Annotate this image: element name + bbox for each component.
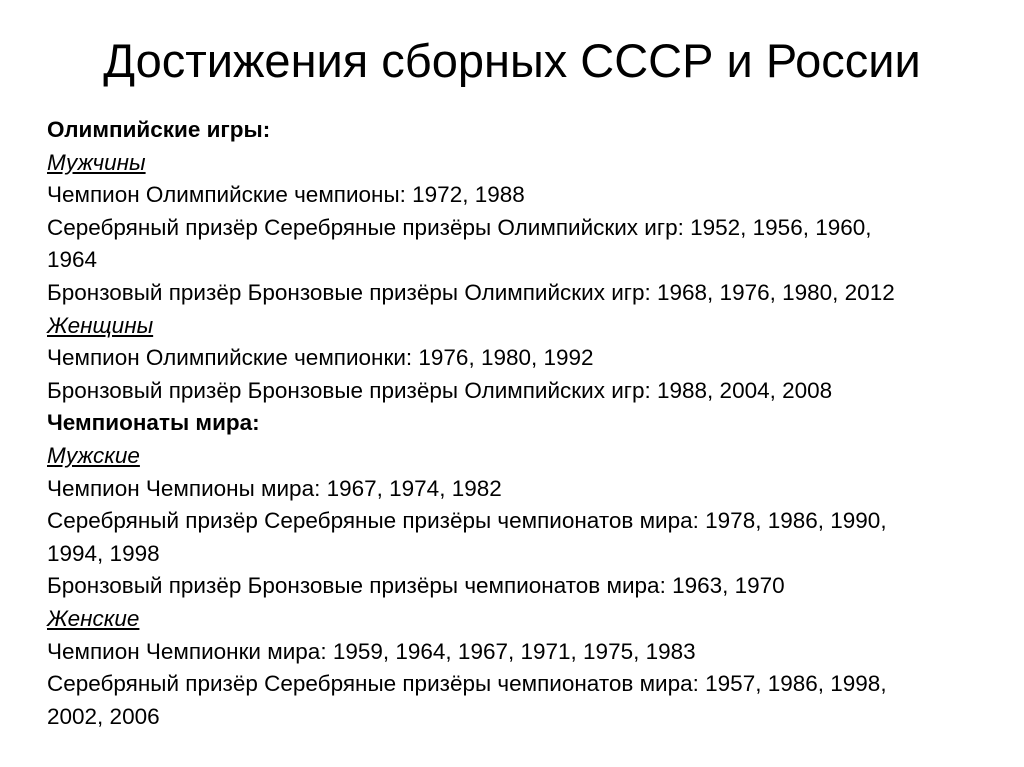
world-women-champion: Чемпион Чемпионки мира: 1959, 1964, 1967, 1971, 1975, 1983 [47,638,696,664]
olympics-men-silver-line2: 1964 [47,247,98,273]
olympics-men-bronze: Бронзовый призёр Бронзовые призёры Олимпийских игр: 1968, 1976, 1980, 2012 [47,279,895,305]
subheading-olympics-men: Мужчины [47,149,146,175]
world-men-bronze: Бронзовый призёр Бронзовые призёры чемпионатов мира: 1963, 1970 [47,573,785,599]
olympics-men-champion: Чемпион Олимпийские чемпионы: 1972, 1988 [47,182,525,208]
olympics-men-silver-line1: Серебряный призёр Серебряные призёры Олимпийских игр: 1952, 1956, 1960, [47,214,872,240]
world-men-silver-line1: Серебряный призёр Серебряные призёры чемпионатов мира: 1978, 1986, 1990, [47,508,887,534]
subheading-world-women: Женские [47,605,140,631]
subheading-world-men: Мужские [47,442,140,468]
world-men-champion: Чемпион Чемпионы мира: 1967, 1974, 1982 [47,475,502,501]
world-men-silver-line2: 1994, 1998 [47,540,160,566]
section-heading-world-championships: Чемпионаты мира: [47,410,260,436]
world-women-silver-line2: 2002, 2006 [47,703,160,729]
world-women-silver-line1: Серебряный призёр Серебряные призёры чемпионатов мира: 1957, 1986, 1998, [47,671,887,697]
slide-content [47,114,987,733]
olympics-women-bronze: Бронзовый призёр Бронзовые призёры Олимпийских игр: 1988, 2004, 2008 [47,377,833,403]
section-heading-olympics: Олимпийские игры: [47,117,271,142]
slide-title: Достижения сборных СССР и России [103,34,921,87]
olympics-women-champion: Чемпион Олимпийские чемпионки: 1976, 1980, 1992 [47,345,594,371]
subheading-olympics-women: Женщины [47,312,154,338]
